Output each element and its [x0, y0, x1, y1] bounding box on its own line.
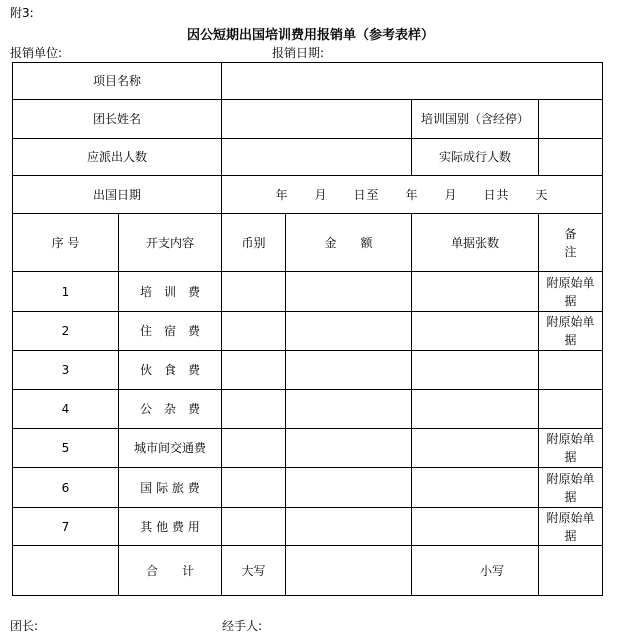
total-lowercase-field[interactable]: [539, 546, 603, 596]
table-row: [13, 390, 603, 429]
total-uppercase-field[interactable]: [286, 546, 412, 596]
row-content: 其 他 费 用: [119, 508, 222, 546]
handler-signature-label: 经手人:: [222, 619, 263, 633]
row-index: 1: [13, 272, 119, 312]
travel-date-field[interactable]: 年 月 日至 年 月 日共 天: [222, 176, 603, 214]
row-index: 7: [13, 508, 119, 546]
row-content: 国 际 旅 费: [119, 468, 222, 508]
row-currency-cell[interactable]: [222, 312, 286, 351]
col-content-header: 开支内容: [119, 214, 222, 272]
row-currency-cell[interactable]: [222, 468, 286, 508]
travel-date-row: [13, 176, 603, 214]
total-uppercase-label: 大写: [222, 546, 286, 596]
row-amount-cell[interactable]: [286, 390, 412, 429]
row-receipts-cell[interactable]: [412, 429, 539, 468]
row-amount-cell[interactable]: [286, 429, 412, 468]
row-index: 5: [13, 429, 119, 468]
actual-count-field[interactable]: [539, 139, 603, 176]
actual-count-label: 实际成行人数: [412, 139, 539, 176]
row-receipts-cell[interactable]: [412, 272, 539, 312]
leader-name-field[interactable]: [222, 100, 412, 139]
planned-count-field[interactable]: [222, 139, 412, 176]
row-remark: 附原始单据: [539, 312, 603, 351]
table-row: [13, 312, 603, 351]
form-title: 因公短期出国培训费用报销单（参考表样）: [186, 28, 434, 43]
headcount-row: [13, 139, 603, 176]
row-receipts-cell[interactable]: [412, 508, 539, 546]
row-receipts-cell[interactable]: [412, 351, 539, 390]
table-row: [13, 468, 603, 508]
row-currency-cell[interactable]: [222, 429, 286, 468]
table-row: [13, 272, 603, 312]
table-row: [13, 351, 603, 390]
col-remark-header: 备 注: [539, 214, 603, 272]
project-name-label: 项目名称: [13, 63, 222, 100]
col-currency-header: 币别: [222, 214, 286, 272]
planned-count-label: 应派出人数: [13, 139, 222, 176]
row-content: 培 训 费: [119, 272, 222, 312]
row-currency-cell[interactable]: [222, 351, 286, 390]
row-amount-cell[interactable]: [286, 508, 412, 546]
row-remark: 附原始单据: [539, 508, 603, 546]
col-index-header: 序 号: [13, 214, 119, 272]
row-remark: 附原始单据: [539, 272, 603, 312]
row-amount-cell[interactable]: [286, 312, 412, 351]
total-blank-cell: [13, 546, 119, 596]
row-remark: [539, 351, 603, 390]
row-currency-cell[interactable]: [222, 390, 286, 429]
project-name-field[interactable]: [222, 63, 603, 100]
reimbursement-date-label: 报销日期:: [272, 46, 325, 60]
row-receipts-cell[interactable]: [412, 390, 539, 429]
total-lowercase-label: 小写: [412, 546, 539, 596]
row-amount-cell[interactable]: [286, 272, 412, 312]
row-currency-cell[interactable]: [222, 508, 286, 546]
row-receipts-cell[interactable]: [412, 312, 539, 351]
row-currency-cell[interactable]: [222, 272, 286, 312]
row-content: 住 宿 费: [119, 312, 222, 351]
column-header-row: [13, 214, 603, 272]
row-content: 伙 食 费: [119, 351, 222, 390]
row-index: 4: [13, 390, 119, 429]
row-remark: 附原始单据: [539, 429, 603, 468]
training-country-field[interactable]: [539, 100, 603, 139]
travel-date-label: 出国日期: [13, 176, 222, 214]
row-index: 6: [13, 468, 119, 508]
total-label: 合 计: [119, 546, 222, 596]
leader-signature-label: 团长:: [10, 619, 39, 633]
leader-name-label: 团长姓名: [13, 100, 222, 139]
training-country-label: 培训国别（含经停）: [412, 100, 539, 139]
row-content: 公 杂 费: [119, 390, 222, 429]
table-row: [13, 429, 603, 468]
row-index: 2: [13, 312, 119, 351]
row-remark: 附原始单据: [539, 468, 603, 508]
reimbursement-unit-label: 报销单位:: [10, 46, 63, 60]
leader-row: [13, 100, 603, 139]
row-content: 城市间交通费: [119, 429, 222, 468]
reimbursement-form-table: [12, 62, 603, 596]
table-row: [13, 508, 603, 546]
row-amount-cell[interactable]: [286, 351, 412, 390]
col-receipts-header: 单据张数: [412, 214, 539, 272]
col-amount-header: 金 额: [286, 214, 412, 272]
row-index: 3: [13, 351, 119, 390]
row-remark: [539, 390, 603, 429]
row-amount-cell[interactable]: [286, 468, 412, 508]
total-row: [13, 546, 603, 596]
attachment-label: 附3:: [10, 6, 34, 20]
row-receipts-cell[interactable]: [412, 468, 539, 508]
project-name-row: [13, 63, 603, 100]
